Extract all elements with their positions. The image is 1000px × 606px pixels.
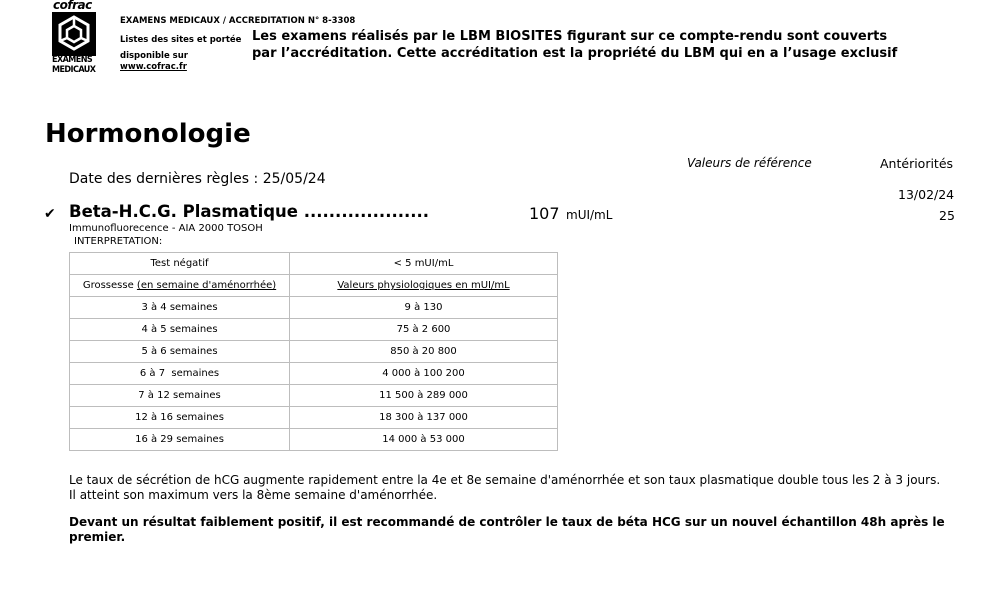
table-row bbox=[70, 385, 558, 407]
table-row bbox=[70, 363, 558, 385]
interpretation-label: INTERPRETATION: bbox=[74, 236, 163, 247]
table-cell: 18 300 à 137 000 bbox=[290, 407, 558, 429]
table-cell: 4 000 à 100 200 bbox=[290, 363, 558, 385]
validated-check-icon: ✔ bbox=[44, 206, 56, 222]
table-cell: 3 à 4 semaines bbox=[70, 297, 290, 319]
result-unit: mUI/mL bbox=[566, 208, 613, 222]
logo-word: cofrac bbox=[53, 0, 92, 12]
anteriorities-header: Antériorités bbox=[880, 156, 954, 171]
cofrac-link[interactable]: www.cofrac.fr bbox=[120, 62, 187, 72]
table-cell: 6 à 7 semaines bbox=[70, 363, 290, 385]
interpretation-note: Le taux de sécrétion de hCG augmente rapidement entre la 4e et 8e semaine d'aménorrhée et son taux plasmatique double tous les 2 à 3 jours. Il atteint son maximum vers la 8ème semaine d'aménorrhée. bbox=[69, 473, 941, 502]
test-name: Beta-H.C.G. Plasmatique .................... bbox=[69, 202, 430, 221]
table-cell: 11 500 à 289 000 bbox=[290, 385, 558, 407]
reference-table bbox=[69, 252, 558, 451]
table-cell: 12 à 16 semaines bbox=[70, 407, 290, 429]
table-cell: 4 à 5 semaines bbox=[70, 319, 290, 341]
table-header-row bbox=[70, 275, 558, 297]
recommendation-note: Devant un résultat faiblement positif, il est recommandé de contrôler le taux de béta HCG sur un nouvel échantillon 48h après le premier. bbox=[69, 515, 945, 544]
reference-values-header: Valeurs de référence bbox=[687, 156, 812, 170]
table-cell: 16 à 29 semaines bbox=[70, 429, 290, 451]
sites-text: Listes des sites et portée disponible sur bbox=[120, 35, 242, 61]
result-value: 107 bbox=[529, 204, 560, 223]
table-cell: 75 à 2 600 bbox=[290, 319, 558, 341]
table-header-cell: Grossesse (en semaine d'aménorrhée) bbox=[70, 275, 290, 297]
table-row bbox=[70, 407, 558, 429]
accreditation-code: EXAMENS MEDICAUX / ACCREDITATION N° 8-3308 bbox=[120, 16, 356, 26]
table-cell: 5 à 6 semaines bbox=[70, 341, 290, 363]
anteriority-value: 25 bbox=[939, 208, 955, 223]
accreditation-notice: Les examens réalisés par le LBM BIOSITES figurant sur ce compte-rendu sont couverts par l’accréditation. Cette accréditation est la propriété du LBM qui en a l’usage exclusif bbox=[252, 29, 898, 61]
test-method: Immunofluorecence - AIA 2000 TOSOH bbox=[69, 223, 263, 234]
section-title: Hormonologie bbox=[45, 119, 251, 149]
table-cell: 9 à 130 bbox=[290, 297, 558, 319]
table-cell: Test négatif bbox=[70, 253, 290, 275]
table-cell: 850 à 20 800 bbox=[290, 341, 558, 363]
table-cell: 7 à 12 semaines bbox=[70, 385, 290, 407]
cofrac-hexagon-icon bbox=[52, 12, 96, 56]
table-row bbox=[70, 341, 558, 363]
table-header-cell: Valeurs physiologiques en mUI/mL bbox=[290, 275, 558, 297]
table-cell: 14 000 à 53 000 bbox=[290, 429, 558, 451]
table-cell: < 5 mUI/mL bbox=[290, 253, 558, 275]
cofrac-logo bbox=[52, 0, 96, 80]
table-row bbox=[70, 319, 558, 341]
table-row bbox=[70, 429, 558, 451]
anteriority-date: 13/02/24 bbox=[898, 187, 955, 202]
table-row bbox=[70, 297, 558, 319]
logo-caption: EXAMENS MEDICAUX bbox=[52, 55, 96, 75]
last-period-date: Date des dernières règles : 25/05/24 bbox=[69, 171, 326, 187]
table-row bbox=[70, 253, 558, 275]
